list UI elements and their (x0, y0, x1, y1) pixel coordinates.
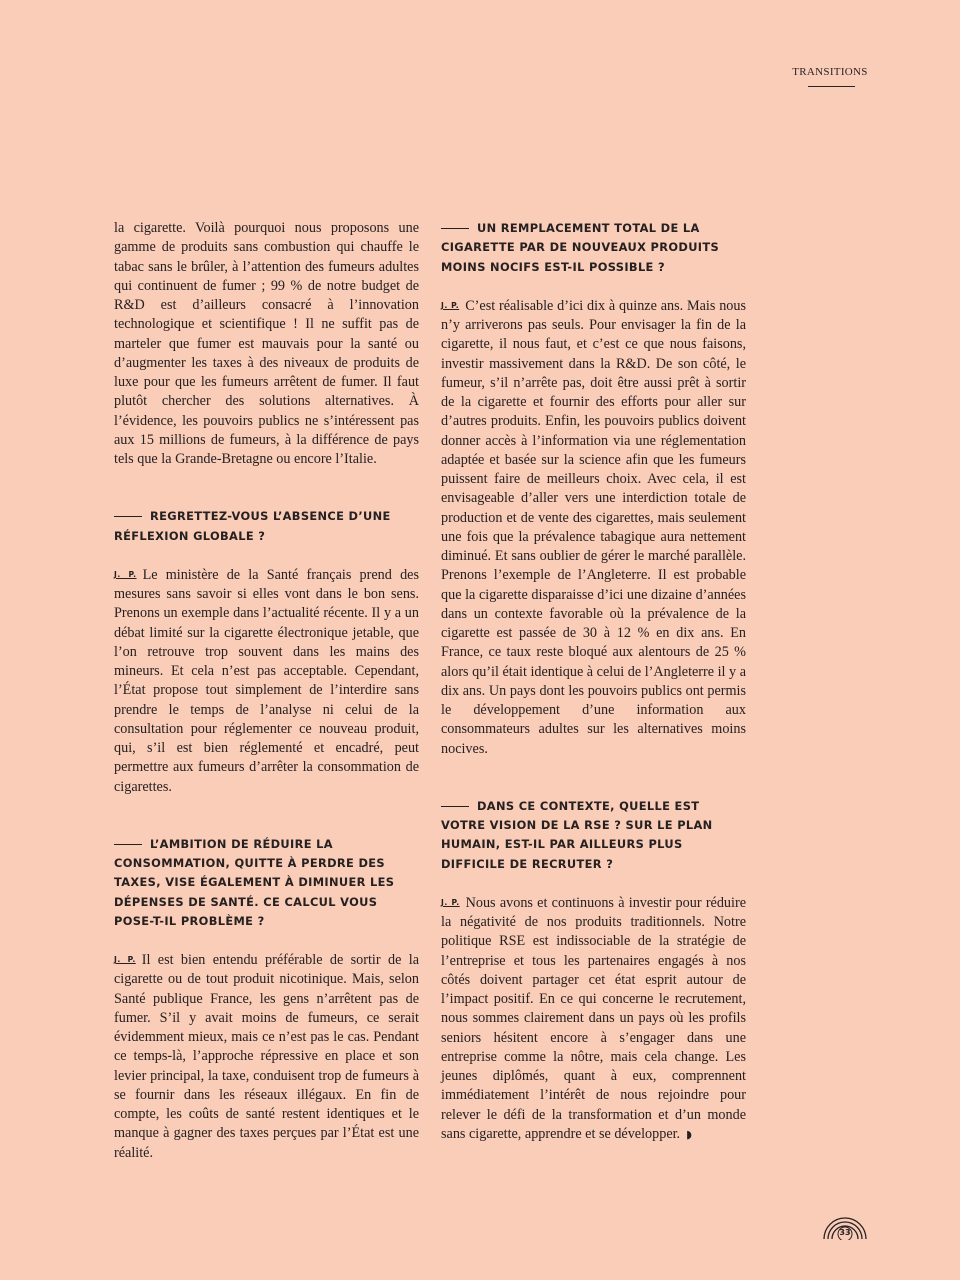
speaker-label: J. P. (114, 955, 136, 964)
page-number: 33 (839, 1228, 851, 1237)
speaker-label: J. P. (441, 300, 460, 310)
section-rule (808, 86, 855, 87)
section-tag: TRANSITIONS (792, 66, 868, 78)
answer-paragraph: J. P. C’est réalisable d’ici dix à quinze ans. Mais nous n’y arriverons pas seuls. Pour envisager la fin de la cigarette, il nous faut, et c’est ce que nous faisons, investir massivement dans la R&D. De son côté, le fumeur, s’il n’arrête pas, doit être aussi prêt à sortir de la cigarette et fournir des efforts pour aller sur d’autres produits. Enfin, les pouvoirs publics doivent donner accès à l’information via une réglementation adaptée et basée sur la science afin que les fumeurs puissent faire de meilleurs choix. Avec cela, il est envisageable d’aller vers une interdiction totale de production et de vente des cigarettes, mais seulement une fois que la prévalence tabagique aura nettement diminué. Et sans oublier de gérer le marché parallèle. Prenons l’exemple de l’Angleterre. Il est probable que la cigarette disparaisse d’ici une dizaine d’années dans un contexte favorable où la prévalence de la cigarette est passée de 30 à 12 % en dix ans. En France, ce taux reste bloqué aux alentours de 25 % alors qu’il était identique à celui de l’Angleterre il y a dix ans. Un pays dont les pouvoirs publics ont permis le développement d’une information aux consommateurs adultes sur les alternatives moins nocives. (441, 297, 746, 757)
speaker-label: J. P. (441, 897, 460, 907)
right-column (441, 219, 746, 1144)
question-heading: REGRETTEZ-VOUS L’ABSENCE D’UNE RÉFLEXION GLOBALE ? (114, 509, 391, 543)
answer-paragraph: J. P. Il est bien entendu préférable de sortir de la cigarette ou de tout produit nicotinique. Mais, selon Santé publique France, les gens n’arrêtent pas de fumer. S’il y avait moins de fumeurs, ce serait évidemment mieux, mais ce n’est pas le cas. Pendant ce temps-là, l’approche répressive en place et son levier principal, la taxe, conduisent trop de fumeurs à se fournir dans les réseaux illégaux. En fin de compte, les coûts de santé restent identiques et le manque à gagner des taxes perçues par l’État est une réalité. (114, 952, 419, 1161)
question-heading: UN REMPLACEMENT TOTAL DE LA CIGARETTE PAR DE NOUVEAUX PRODUITS MOINS NOCIFS EST-IL POSSIBLE ? (441, 221, 720, 274)
question-rule (114, 844, 142, 845)
question-heading: L’AMBITION DE RÉDUIRE LA CONSOMMATION, QUITTE À PERDRE DES TAXES, VISE ÉGALEMENT À DIMINUER LES DÉPENSES DE SANTÉ. CE CALCUL VOUS POSE-T-IL PROBLÈME ? (114, 836, 395, 928)
paragraph: la cigarette. Voilà pourquoi nous proposons une gamme de produits sans combustion qui chauffe le tabac sans le brûler, à l’attention des fumeurs adultes qui continuent de fumer ; 99 % de notre budget de R&D est d’ailleurs consacré à l’innovation technologique et scientifique ! Il ne suffit pas de marteler que fumer est mauvais pour la santé ou d’augmenter les taxes à des niveaux de produits de luxe pour que les fumeurs arrêtent de fumer. Il faut plutôt chercher des solutions alternatives. À l’évidence, les pouvoirs publics ne s’intéressent pas aux 15 millions de fumeurs, à la différence de pays tels que la Grande-Bretagne ou encore l’Italie. (114, 220, 419, 467)
question-rule (114, 516, 142, 517)
end-of-article-icon: ◗ (686, 1127, 692, 1141)
question-rule (441, 228, 469, 229)
left-column (114, 219, 419, 1163)
speaker-label: J. P. (114, 569, 137, 579)
answer-paragraph: J. P. Nous avons et continuons à investir pour réduire la négativité de nos produits traditionnels. Notre politique RSE est indissociable de la stratégie de l’entreprise et tous les partenaires engagés à nos côtés doivent partager cet état esprit autour de l’impact positif. En ce qui concerne le recrutement, nous sommes clairement dans un pays où les profils seniors hésitent encore à s’engager dans une entreprise comme la nôtre, mais cela change. Les jeunes diplômés, quant à eux, comprennent immédiatement l’intérêt de nous rejoindre pour relever le défi de la transformation et d’un monde sans cigarette, apprendre et se développer. ◗ (441, 894, 746, 1142)
answer-paragraph: J. P. Le ministère de la Santé français prend des mesures sans savoir si elles vont dans le bon sens. Prenons un exemple dans l’actualité récente. Il y a un débat limité sur la cigarette électronique jetable, que l’on retrouve trop souvent dans les mains des mineurs. Et cela n’est pas acceptable. Cependant, l’État propose tout simplement de l’interdire sans prendre le temps de l’analyse ni celui de la consultation pour réglementer ce nouveau produit, qui, s’il est bien réglementé et encadré, peut permettre aux fumeurs d’arrêter la consommation de cigarettes. (114, 566, 419, 795)
question-heading: DANS CE CONTEXTE, QUELLE EST VOTRE VISION DE LA RSE ? SUR LE PLAN HUMAIN, EST-IL PAR AILLEURS PLUS DIFFICILE DE RECRUTER ? (441, 798, 713, 871)
question-rule (441, 806, 469, 807)
